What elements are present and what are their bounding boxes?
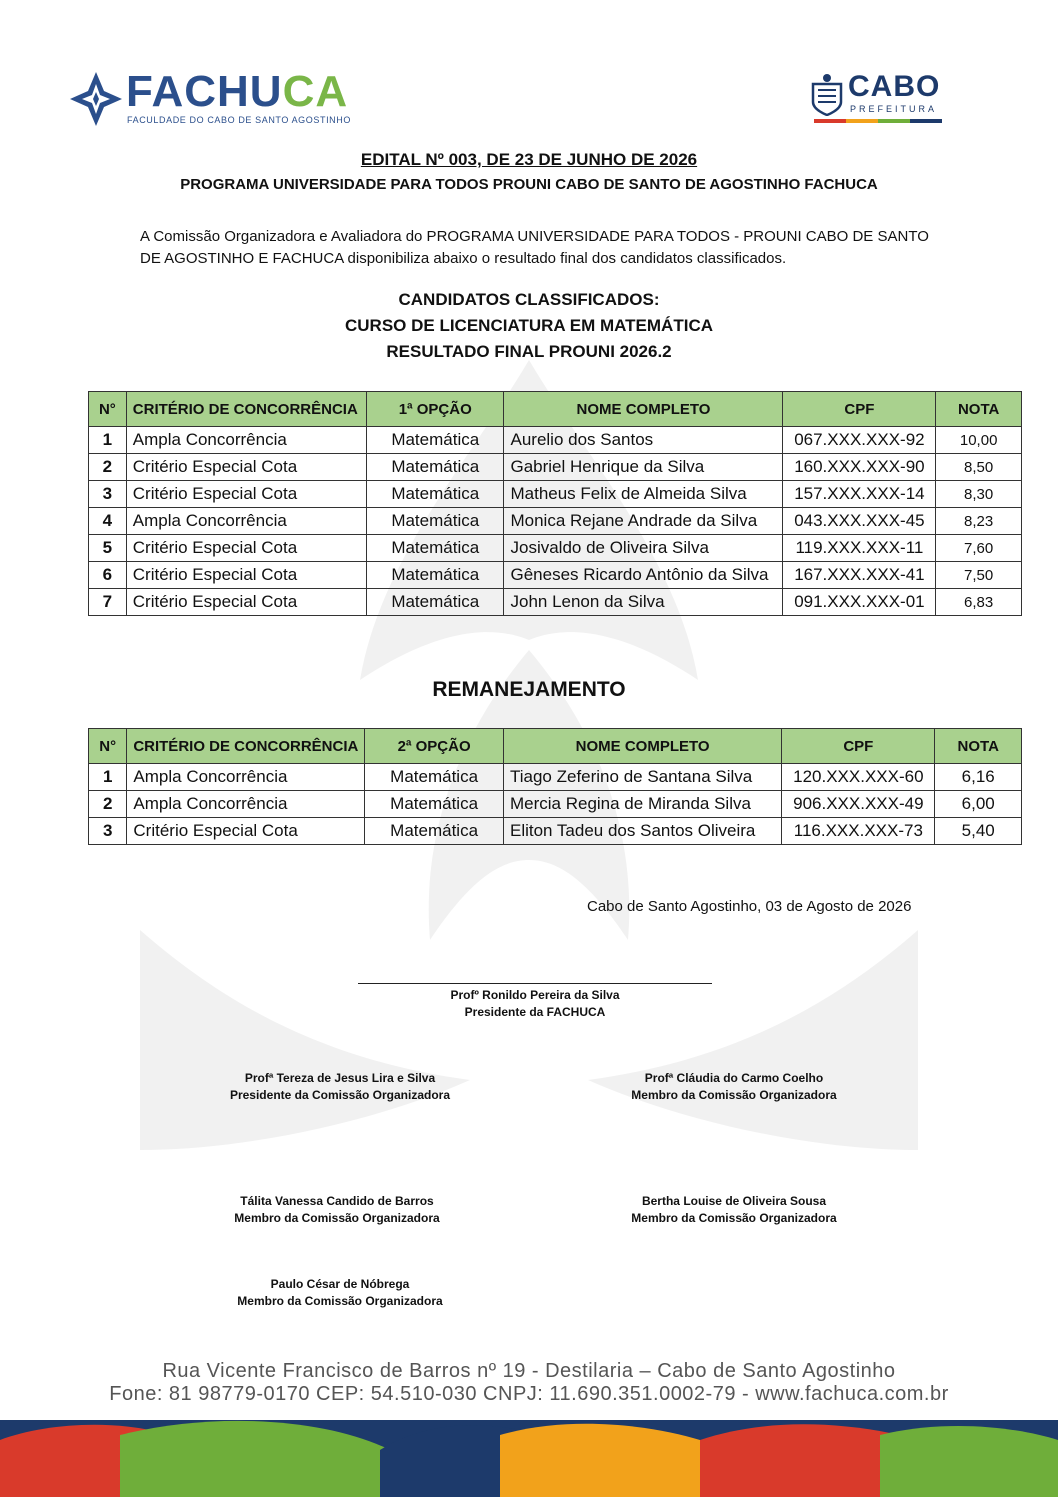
col-header-score: NOTA — [936, 392, 1022, 427]
col-header-cpf: CPF — [783, 392, 936, 427]
table-row — [89, 481, 1022, 508]
signatory-name: Profº Ronildo Pereira da Silva — [450, 988, 620, 1002]
row-number: 2 — [89, 791, 127, 818]
cabo-color-bar — [814, 119, 942, 123]
row-criterion: Critério Especial Cota — [126, 562, 366, 589]
row-number: 3 — [89, 481, 127, 508]
row-name: Matheus Felix de Almeida Silva — [504, 481, 783, 508]
row-cpf: 120.XXX.XXX-60 — [782, 764, 935, 791]
signatory-name: Profª Cláudia do Carmo Coelho — [644, 1071, 824, 1085]
classified-candidates-table — [88, 391, 1022, 616]
intro-line-1: A Comissão Organizadora e Avaliadora do PROGRAMA UNIVERSIDADE PARA TODOS - PROUNI CABO DE SANTO — [140, 228, 929, 245]
table-header-row — [89, 729, 1022, 764]
row-name: Gêneses Ricardo Antônio da Silva — [504, 562, 783, 589]
row-criterion: Ampla Concorrência — [127, 791, 365, 818]
signature-block — [180, 1070, 500, 1104]
signatory-role: Membro da Comissão Organizadora — [237, 1294, 443, 1308]
table-row — [89, 508, 1022, 535]
row-option: Matemática — [365, 791, 504, 818]
row-score: 6,83 — [936, 589, 1022, 616]
row-cpf: 116.XXX.XXX-73 — [782, 818, 935, 845]
col-header-name: NOME COMPLETO — [504, 392, 783, 427]
signatory-role: Membro da Comissão Organizadora — [631, 1088, 837, 1102]
row-cpf: 043.XXX.XXX-45 — [783, 508, 936, 535]
row-name: Tiago Zeferino de Santana Silva — [503, 764, 781, 791]
signatory-role: Presidente da Comissão Organizadora — [229, 1088, 451, 1102]
row-score: 6,00 — [935, 791, 1022, 818]
section1-heading-2: CURSO DE LICENCIATURA EM MATEMÁTICA — [345, 316, 713, 335]
signature-block — [574, 1070, 894, 1104]
main-signature-block — [358, 987, 712, 1021]
table-row — [89, 791, 1022, 818]
cabo-logo-text: CABO — [848, 70, 941, 103]
section1-heading-1: CANDIDATOS CLASSIFICADOS: — [398, 290, 660, 309]
fachuca-diamond-icon — [70, 72, 122, 126]
signature-block — [574, 1193, 894, 1227]
row-number: 5 — [89, 535, 127, 562]
row-cpf: 091.XXX.XXX-01 — [783, 589, 936, 616]
row-cpf: 160.XXX.XXX-90 — [783, 454, 936, 481]
row-score: 8,23 — [936, 508, 1022, 535]
row-name: John Lenon da Silva — [504, 589, 783, 616]
signatory-name: Tálita Vanessa Candido de Barros — [240, 1194, 434, 1208]
date-line: Cabo de Santo Agostinho, 03 de Agosto de 2026 — [587, 898, 912, 915]
row-option: Matemática — [367, 535, 504, 562]
row-number: 1 — [89, 764, 127, 791]
col-header-option: 1ª OPÇÃO — [367, 392, 504, 427]
col-header-criterion: CRITÉRIO DE CONCORRÊNCIA — [126, 392, 366, 427]
table-header-row — [89, 392, 1022, 427]
remanejamento-heading: REMANEJAMENTO — [432, 678, 626, 701]
row-score: 7,60 — [936, 535, 1022, 562]
table-row — [89, 562, 1022, 589]
row-name: Gabriel Henrique da Silva — [504, 454, 783, 481]
row-name: Josivaldo de Oliveira Silva — [504, 535, 783, 562]
row-criterion: Critério Especial Cota — [126, 535, 366, 562]
table-row — [89, 764, 1022, 791]
table-row — [89, 454, 1022, 481]
row-criterion: Critério Especial Cota — [127, 818, 365, 845]
col-header-option: 2ª OPÇÃO — [365, 729, 504, 764]
section1-heading-3: RESULTADO FINAL PROUNI 2026.2 — [386, 342, 672, 361]
col-header-score: NOTA — [935, 729, 1022, 764]
table-row — [89, 818, 1022, 845]
row-cpf: 067.XXX.XXX-92 — [783, 427, 936, 454]
row-criterion: Critério Especial Cota — [126, 589, 366, 616]
fachuca-logo-subtitle: FACULDADE DO CABO DE SANTO AGOSTINHO — [127, 115, 351, 125]
table-row — [89, 535, 1022, 562]
row-option: Matemática — [365, 818, 504, 845]
row-score: 6,16 — [935, 764, 1022, 791]
row-option: Matemática — [367, 454, 504, 481]
row-option: Matemática — [367, 589, 504, 616]
row-number: 3 — [89, 818, 127, 845]
fachuca-logo — [70, 67, 351, 130]
row-name: Mercia Regina de Miranda Silva — [503, 791, 781, 818]
table-row — [89, 589, 1022, 616]
cabo-logo-subtitle: PREFEITURA — [850, 104, 938, 114]
row-option: Matemática — [367, 562, 504, 589]
signatory-name: Profª Tereza de Jesus Lira e Silva — [244, 1071, 436, 1085]
row-criterion: Critério Especial Cota — [126, 454, 366, 481]
row-score: 7,50 — [936, 562, 1022, 589]
main-signature-line — [358, 983, 712, 984]
row-option: Matemática — [367, 481, 504, 508]
signatory-role: Membro da Comissão Organizadora — [234, 1211, 440, 1225]
row-score: 8,30 — [936, 481, 1022, 508]
signatory-role: Presidente da FACHUCA — [464, 1005, 606, 1019]
row-score: 5,40 — [935, 818, 1022, 845]
signatory-role: Membro da Comissão Organizadora — [631, 1211, 837, 1225]
edital-title: EDITAL Nº 003, DE 23 DE JUNHO DE 2026 — [360, 150, 698, 169]
row-score: 10,00 — [936, 427, 1022, 454]
row-score: 8,50 — [936, 454, 1022, 481]
row-criterion: Ampla Concorrência — [126, 508, 366, 535]
signatory-name: Bertha Louise de Oliveira Sousa — [641, 1194, 827, 1208]
row-cpf: 167.XXX.XXX-41 — [783, 562, 936, 589]
col-header-cpf: CPF — [782, 729, 935, 764]
row-option: Matemática — [365, 764, 504, 791]
signatory-name: Paulo César de Nóbrega — [270, 1277, 410, 1291]
row-criterion: Critério Especial Cota — [126, 481, 366, 508]
col-header-name: NOME COMPLETO — [503, 729, 781, 764]
row-option: Matemática — [367, 427, 504, 454]
reallocation-table — [88, 728, 1022, 845]
row-option: Matemática — [367, 508, 504, 535]
row-cpf: 157.XXX.XXX-14 — [783, 481, 936, 508]
row-number: 2 — [89, 454, 127, 481]
row-name: Eliton Tadeu dos Santos Oliveira — [503, 818, 781, 845]
table1-body — [89, 427, 1022, 616]
intro-line-2: DE AGOSTINHO E FACHUCA disponibiliza abaixo o resultado final dos candidatos classificados. — [140, 250, 787, 267]
signature-block — [177, 1193, 497, 1227]
row-cpf: 119.XXX.XXX-11 — [783, 535, 936, 562]
row-cpf: 906.XXX.XXX-49 — [782, 791, 935, 818]
row-name: Monica Rejane Andrade da Silva — [504, 508, 783, 535]
coat-of-arms-icon — [810, 72, 844, 116]
footer-color-band — [0, 1420, 1058, 1497]
row-criterion: Ampla Concorrência — [127, 764, 365, 791]
table-row — [89, 427, 1022, 454]
col-header-criterion: CRITÉRIO DE CONCORRÊNCIA — [127, 729, 365, 764]
cabo-prefeitura-logo — [810, 70, 950, 126]
col-header-number: N° — [89, 729, 127, 764]
edital-subtitle: PROGRAMA UNIVERSIDADE PARA TODOS PROUNI CABO DE SANTO DE AGOSTINHO FACHUCA — [180, 176, 878, 193]
footer-contact: Fone: 81 98779-0170 CEP: 54.510-030 CNPJ: 11.690.351.0002-79 - www.fachuca.com.br — [109, 1383, 949, 1405]
row-number: 7 — [89, 589, 127, 616]
row-number: 4 — [89, 508, 127, 535]
row-criterion: Ampla Concorrência — [126, 427, 366, 454]
footer-address: Rua Vicente Francisco de Barros nº 19 - Destilaria – Cabo de Santo Agostinho — [162, 1360, 896, 1382]
table2-body — [89, 764, 1022, 845]
row-name: Aurelio dos Santos — [504, 427, 783, 454]
col-header-number: N° — [89, 392, 127, 427]
row-number: 1 — [89, 427, 127, 454]
signature-block — [180, 1276, 500, 1310]
row-number: 6 — [89, 562, 127, 589]
fachuca-logo-text: FACHUCA — [126, 67, 349, 116]
